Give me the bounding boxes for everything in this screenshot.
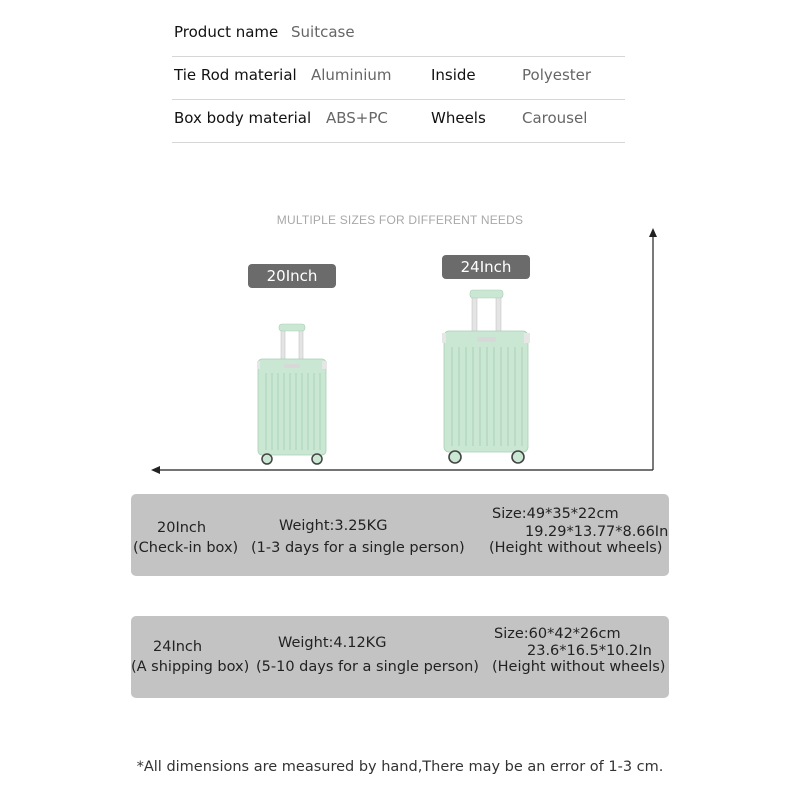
measurement-footnote: *All dimensions are measured by hand,There may be an error of 1-3 cm. <box>136 759 664 775</box>
size-info-box-24inch <box>131 616 669 698</box>
product-name-label: Product name <box>174 23 279 41</box>
suitcase-20inch-illustration <box>252 323 332 468</box>
box-20-size-note: (Height without wheels) <box>489 540 663 556</box>
box-24-name: 24Inch <box>153 639 203 655</box>
box-24-weight: Weight:4.12KG <box>278 635 387 651</box>
size-pill-20inch: 20Inch <box>248 264 336 288</box>
wheels-value: Carousel <box>522 109 588 127</box>
box-24-size-cm: Size:60*42*26cm <box>494 626 621 642</box>
tie-rod-label: Tie Rod material <box>174 66 297 84</box>
size-pill-24inch: 24Inch <box>442 255 530 279</box>
box-20-weight: Weight:3.25KG <box>279 518 388 534</box>
box-24-days: (5-10 days for a single person) <box>256 659 479 675</box>
inside-label: Inside <box>431 66 476 84</box>
box-20-size-cm: Size:49*35*22cm <box>492 506 619 522</box>
tie-rod-value: Aluminium <box>311 66 392 84</box>
box-20-type: (Check-in box) <box>133 540 239 556</box>
inside-value: Polyester <box>522 66 592 84</box>
suitcase-24inch-illustration <box>438 289 534 468</box>
box-20-size-in: 19.29*13.77*8.66In <box>525 524 669 540</box>
size-info-box-20inch <box>131 494 669 576</box>
up-arrow-icon <box>649 228 657 237</box>
wheels-label: Wheels <box>431 109 486 127</box>
sizes-heading: MULTIPLE SIZES FOR DIFFERENT NEEDS <box>276 213 524 227</box>
box-24-type: (A shipping box) <box>131 659 250 675</box>
box-24-size-note: (Height without wheels) <box>492 659 666 675</box>
product-name-value: Suitcase <box>291 23 355 41</box>
box-body-label: Box body material <box>174 109 312 127</box>
box-body-value: ABS+PC <box>326 109 388 127</box>
left-arrow-icon <box>151 466 160 474</box>
box-20-days: (1-3 days for a single person) <box>251 540 465 556</box>
box-24-size-in: 23.6*16.5*10.2In <box>527 643 652 659</box>
box-20-name: 20Inch <box>157 520 207 536</box>
